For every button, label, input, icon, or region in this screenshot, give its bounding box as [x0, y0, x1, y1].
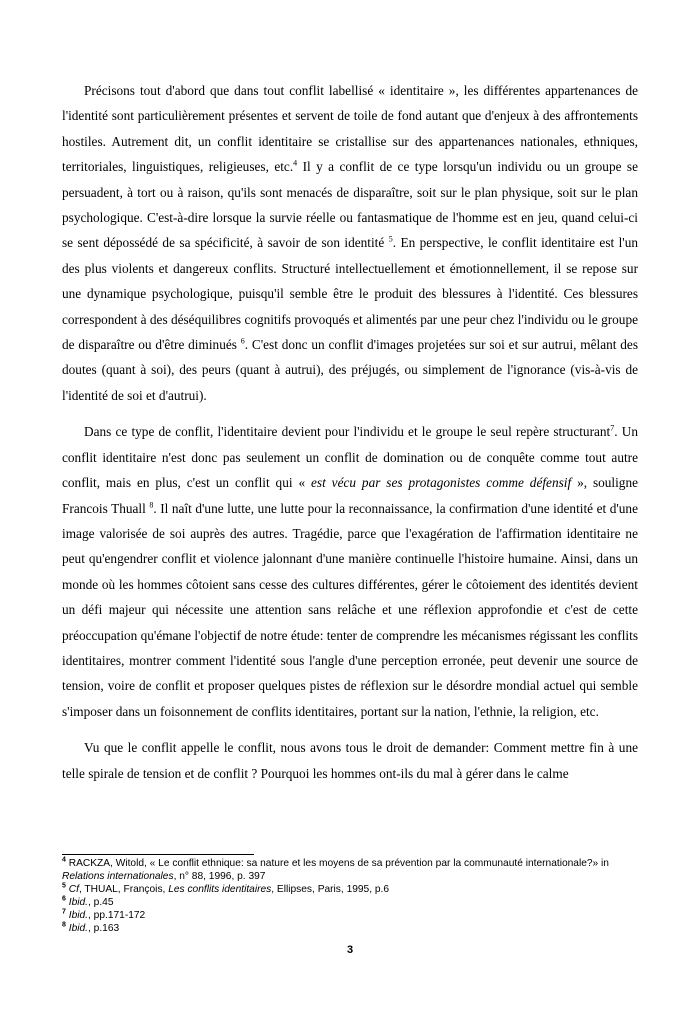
footnote-text: , THUAL, François, — [78, 884, 169, 895]
footnote-text: , n° 88, 1996, p. 397 — [173, 871, 266, 882]
footnote-ibid: Ibid. — [68, 897, 89, 908]
footnote-text: , p.163 — [88, 923, 120, 934]
footnote-ibid: Ibid. — [68, 923, 89, 934]
paragraph-2 — [62, 419, 638, 724]
footnote-ibid: Ibid. — [68, 910, 89, 921]
footnote-8 — [62, 922, 638, 935]
body-text — [62, 78, 638, 797]
footnote-ref[interactable]: 4 — [293, 158, 298, 168]
footnote-number: 4 — [62, 856, 66, 864]
footnote-6 — [62, 896, 638, 909]
footnote-title: Relations internationales — [62, 871, 174, 882]
footnote-number: 5 — [62, 882, 66, 890]
paragraph-text: », souligne Francois Thuall — [62, 475, 639, 516]
paragraph-text: . C'est donc un conflit d'images projetées sur soi et sur autrui, mêlant des doutes (quant à soi), des peurs (quant à autrui), des préjugés, ou simplement de l'ignorance (vis-à-vis de l'identité de soi et d'autrui). — [62, 337, 639, 403]
footnote-5 — [62, 883, 638, 896]
footnote-cf: Cf — [68, 884, 79, 895]
footnote-title: Les conflits identitaires — [168, 884, 272, 895]
paragraph-text: . Il naît d'une lutte, une lutte pour la reconnaissance, la confirmation d'une identité et d'une image valorisée de soi auprès des autres. Tragédie, parce que l'exagération de l'affirmation identitaire ne peut qu'engendrer conflit et violence jalonnant d'une manière continuelle l'histoire humaine. Ainsi, dans un monde où les hommes côtoient sans cesse des cultures différentes, gérer le côtoiement des identités devient un défi majeur qui nécessite une attention sans relâche et une réflexion approfondie et c'est de cette préoccupation qu'émane l'objectif de notre étude: tenter de comprendre les mécanismes régissant les conflits identitaires, montrer comment l'identité sous l'angle d'une perception erronée, peut devenir une source de tension, voire de conflit et proposer quelques pistes de réflexion sur le désordre mondial actuel qui semble s'imposer dans un foisonnement de conflits identitaires, portant sur la nation, l'ethnie, la religion, etc. — [62, 500, 638, 719]
paragraph-text: Dans ce type de conflit, l'identitaire devient pour l'individu et le groupe le seul repère structurant — [84, 424, 611, 440]
paragraph-text: . Un conflit identitaire n'est donc pas seulement un conflit de domination ou de conquête comme tout autre conflit, mais en plus, c'est un conflit qui « — [62, 424, 638, 491]
footnote-number: 6 — [62, 895, 66, 903]
footnote-text: , p.45 — [88, 897, 114, 908]
paragraph-text: Précisons tout d'abord que dans tout conflit labellisé « identitaire », les différentes appartenances de l'identité sont particulièrement présentes et servent de toile de fond autant que d'enjeux à des affrontements hostiles. Autrement dit, un conflit identitaire se cristallise sur des appartenances nationales, ethniques, territoriales, linguistiques, religieuses, etc. — [62, 83, 638, 175]
paragraph-text: Il y a conflit de ce type lorsqu'un individu ou un groupe se persuadent, à tort ou à raison, qu'ils sont menacés de disparaître, soit sur le plan physique, soit sur le plan psychologique. C'est-à-dire lorsque la survie réelle ou fantasmatique de l'homme est en jeu, quand celui-ci se sent dépossédé de sa spécificité, à savoir de son identité — [62, 159, 638, 251]
paragraph-1 — [62, 78, 638, 408]
footnote-number: 8 — [62, 921, 66, 929]
footnote-ref[interactable]: 8 — [149, 500, 154, 510]
paragraph-3 — [62, 735, 638, 786]
quoted-text: est vécu par ses protagonistes comme défensif — [311, 475, 572, 491]
paragraph-text: . En perspective, le conflit identitaire est l'un des plus violents et dangereux conflits. Structuré intellectuellement et émotionnellement, il se repose sur une dynamique psychologique, puisqu'il semble être le produit des blessures à l'identité. Ces blessures correspondent à des déséquilibres cognitifs provoqués et alimentés par une peur chez l'individu ou le groupe de disparaître ou d'être diminués — [62, 235, 638, 353]
paragraph-text: Vu que le conflit appelle le conflit, nous avons tous le droit de demander: Comment mettre fin à une telle spirale de tension et de conflit ? Pourquoi les hommes ont-ils du mal à gérer dans le calme — [62, 740, 638, 781]
footnote-text: , pp.171-172 — [88, 910, 146, 921]
footnote-separator — [62, 854, 254, 855]
footnote-number: 7 — [62, 908, 66, 916]
page-number: 3 — [346, 944, 354, 956]
footnote-text: RACKZA, Witold, « Le conflit ethnique: sa nature et les moyens de sa prévention par la communauté internationale?» in — [65, 858, 609, 869]
footnote-text: , Ellipses, Paris, 1995, p.6 — [271, 884, 390, 895]
footnote-4 — [62, 857, 638, 883]
footnote-ref[interactable]: 5 — [388, 235, 393, 245]
footnotes — [62, 857, 638, 935]
footnote-ref[interactable]: 6 — [240, 336, 245, 346]
footnote-7 — [62, 909, 638, 922]
footnote-ref[interactable]: 7 — [610, 423, 615, 433]
